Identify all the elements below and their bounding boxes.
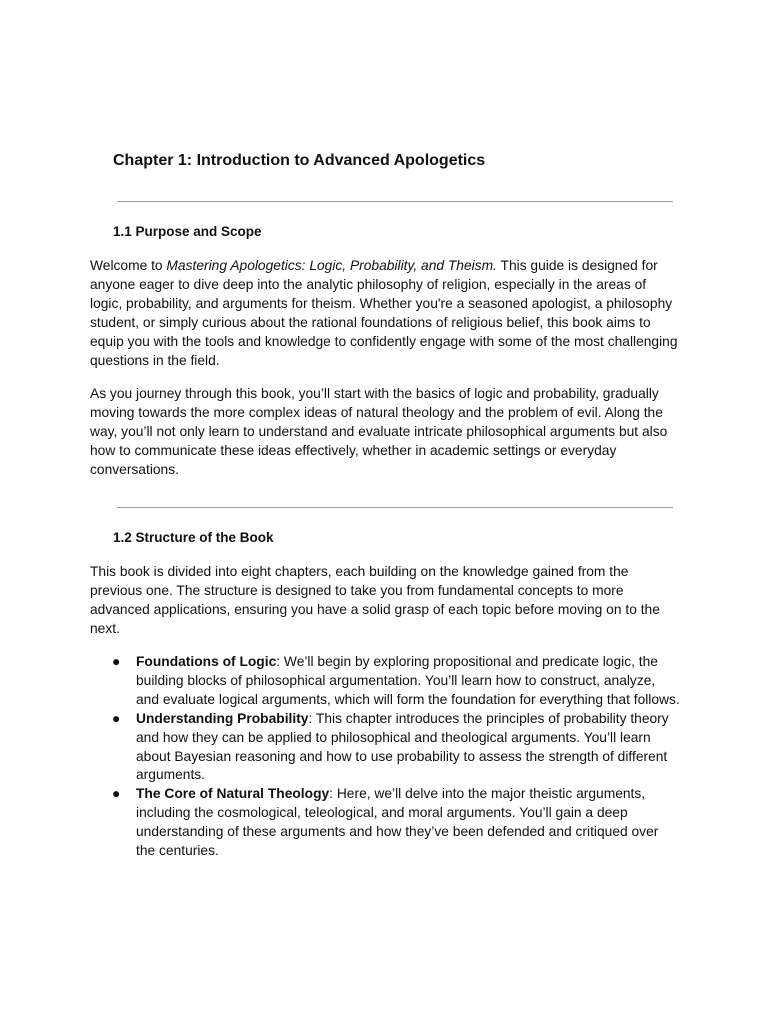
section-divider xyxy=(117,507,673,508)
list-item-term: Foundations of Logic xyxy=(136,654,277,669)
paragraph-welcome xyxy=(90,257,680,370)
list-item-text: : We’ll begin by exploring propositional and predicate logic, the building blocks of philosophical argumentation. You’ll learn how to construct, analyze, and evaluate logical arguments, which will form the foundation for everything that follows. xyxy=(136,654,680,707)
list-item-term: The Core of Natural Theology xyxy=(136,786,330,802)
section-heading-purpose: 1.1 Purpose and Scope xyxy=(113,224,262,239)
list-item-term: Understanding Probability xyxy=(136,710,309,726)
book-title: Mastering Apologetics: Logic, Probability, and Theism. xyxy=(166,258,497,273)
chapter-title: Chapter 1: Introduction to Advanced Apologetics xyxy=(113,152,486,169)
paragraph-journey: As you journey through this book, you’ll start with the basics of logic and probability, gradually moving towards the more complex ideas of natural theology and the problem of evil. Along the way, you’ll not only learn to understand and evaluate intricate philosophical arguments but also how to communicate these ideas effectively, whether in academic settings or everyday conversations. xyxy=(90,386,668,477)
paragraph-structure: This book is divided into eight chapters, each building on the knowledge gained from the previous one. The structure is designed to take you from fundamental concepts to more advanced applications, ensuring you have a solid grasp of each topic before moving on to the next. xyxy=(90,564,660,636)
bullet-icon: ● xyxy=(112,786,121,802)
paragraph-welcome-intro: Welcome to xyxy=(90,258,167,273)
list-item xyxy=(90,710,680,786)
section-divider xyxy=(117,201,673,202)
list-item-text: : Here, we’ll delve into the major theistic arguments, including the cosmological, teleological, and moral arguments. You’ll gain a deep understanding of these arguments and how they’ve been defended and critiqued over the centuries. xyxy=(136,786,659,859)
bullet-icon: ● xyxy=(112,654,121,669)
paragraph-welcome-body: This guide is designed for anyone eager to dive deep into the analytic philosophy of religion, especially in the areas of logic, probability, and arguments for theism. Whether you're a seasoned apologist, a philosophy student, or simply curious about the rational foundations of religious belief, this book aims to equip you with the tools and knowledge to confidently engage with some of the most challenging questions in the field. xyxy=(90,258,678,368)
bullet-icon: ● xyxy=(112,710,121,726)
section-heading-structure: 1.2 Structure of the Book xyxy=(113,530,274,545)
chapter-list xyxy=(90,653,680,861)
list-item xyxy=(90,785,680,861)
list-item-text: : This chapter introduces the principles of probability theory and how they can be applied to philosophical and theological arguments. You’ll learn about Bayesian reasoning and how to use probability to assess the strength of different arguments. xyxy=(136,710,669,783)
list-item xyxy=(90,653,680,710)
